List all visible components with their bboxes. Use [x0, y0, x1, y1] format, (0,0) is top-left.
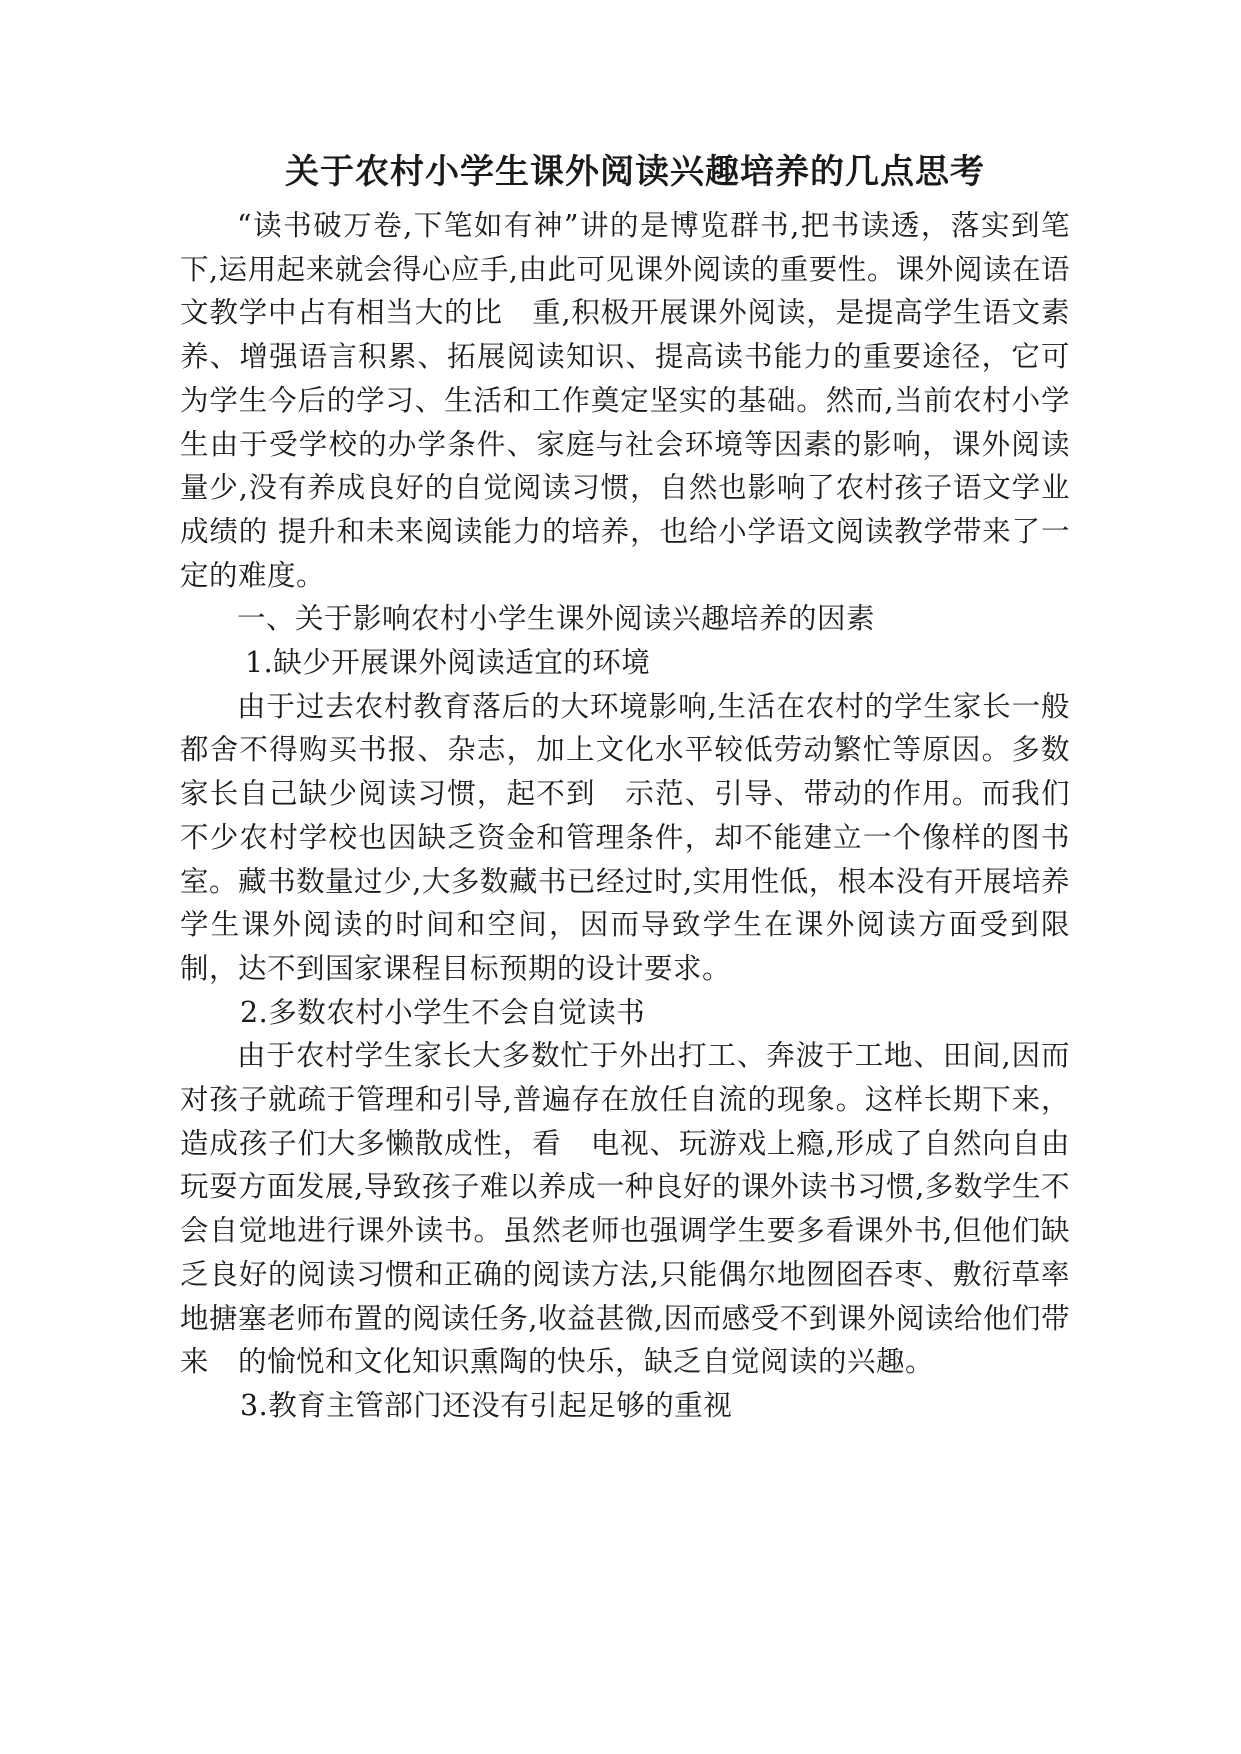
subsection-heading-1: 1.缺少开展课外阅读适宜的环境 [245, 646, 651, 680]
subsection-heading-2: 2.多数农村小学生不会自觉读书 [240, 995, 646, 1029]
intro-paragraph: “读书破万卷,下笔如有神”讲的是博览群书,把书读透，落实到笔下,运用起来就会得心应手,由此可见课外阅读的重要性。课外阅读在语文教学中占有相当大的比 重,积极开展课外阅读，是提高学生语文素养、增强语言积累、拓展阅读知识、提高读书能力的重要途径，它可为学生今后的学习、生活和工作奠定坚实的基础。然而,当前农村小学生由于受学校的办学条件、家庭与社会环境等因素的影响，课外阅读量少,没有养成良好的自觉阅读习惯，自然也影响了农村孩子语文学业成绩的 提升和未来阅读能力的培养，也给小学语文阅读教学带来了一定的难度。 [180, 209, 1070, 592]
subsection-heading-3: 3.教育主管部门还没有引起足够的重视 [240, 1388, 733, 1422]
document-page [180, 140, 1070, 1428]
document-title: 关于农村小学生课外阅读兴趣培养的几点思考 [285, 152, 985, 192]
section-heading: 一、关于影响农村小学生课外阅读兴趣培养的因素 [237, 602, 876, 636]
subsection-paragraph-1: 由于过去农村教育落后的大环境影响,生活在农村的学生家长一般都舍不得购买书报、杂志，加上文化水平较低劳动繁忙等原因。多数家长自己缺少阅读习惯，起不到 示范、引导、带动的作用。而我们不少农村学校也因缺乏资金和管理条件，却不能建立一个像样的图书室。藏书数量过少,大多数藏书已经过时,实用性低，根本没有开展培养学生课外阅读的时间和空间，因而导致学生在课外阅读方面受到限制，达不到国家课程目标预期的设计要求。 [180, 689, 1070, 985]
subsection-paragraph-2: 由于农村学生家长大多数忙于外出打工、奔波于工地、田间,因而对孩子就疏于管理和引导,普遍存在放任自流的现象。这样长期下来，造成孩子们大多懒散成性，看 电视、玩游戏上瘾,形成了自然向自由玩耍方面发展,导致孩子难以养成一种良好的课外读书习惯,多数学生不会自觉地进行课外读书。虽然老师也强调学生要多看课外书,但他们缺乏良好的阅读习惯和正确的阅读方法,只能偶尔地囫囵吞枣、敷衍草率地搪塞老师布置的阅读任务,收益甚微,因而感受不到课外阅读给他们带来 的愉悦和文化知识熏陶的快乐，缺乏自觉阅读的兴趣。 [180, 1039, 1070, 1379]
